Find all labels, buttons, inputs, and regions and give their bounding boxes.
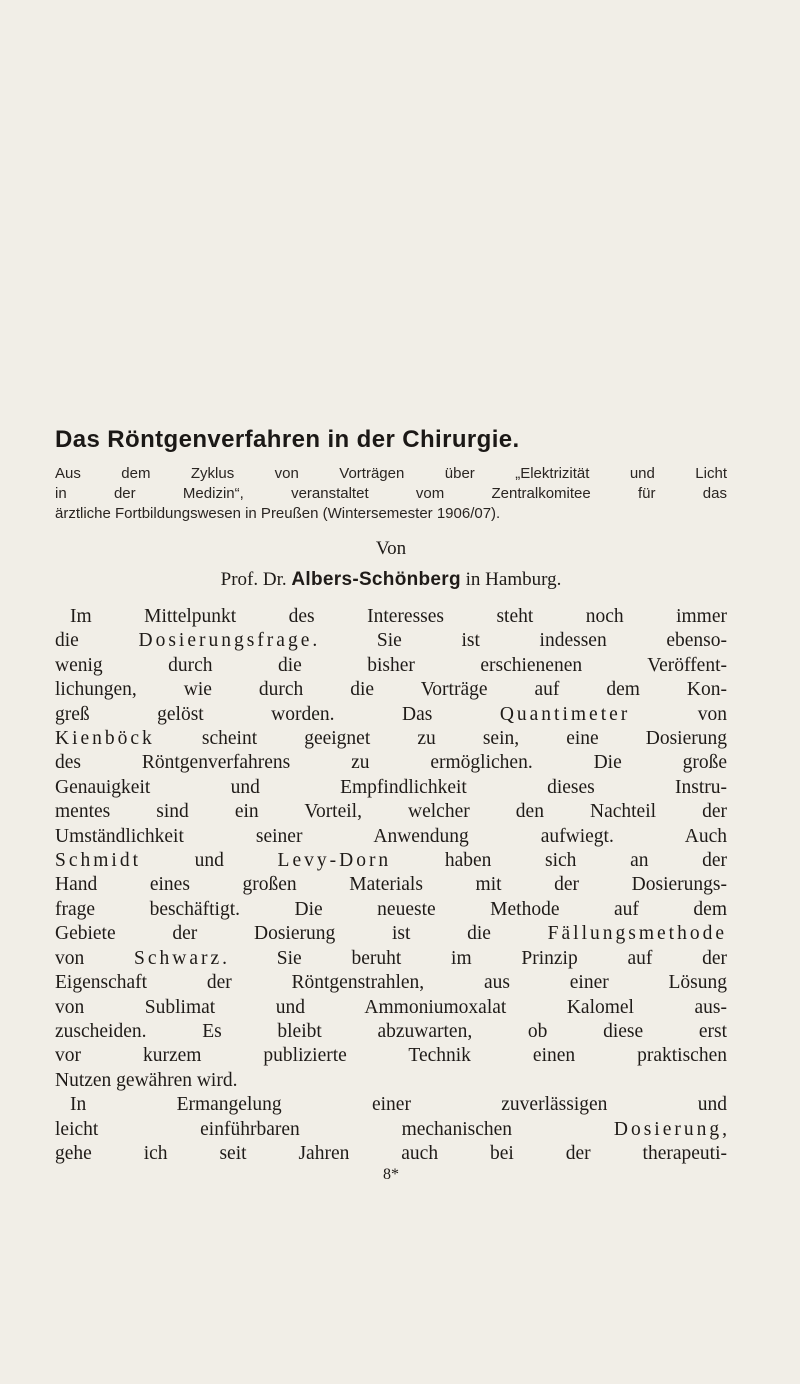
body-line	[55, 629, 727, 653]
body-line	[55, 1044, 727, 1068]
body-text-run: vor kurzem publizierte Technik einen praktischen	[55, 1045, 727, 1067]
body-text	[55, 605, 727, 1166]
body-line	[55, 678, 727, 702]
emphasized-name: Kienböck	[55, 728, 155, 750]
body-text-run: ,	[722, 1118, 727, 1140]
author-name: Albers-Schönberg	[291, 569, 461, 590]
body-text-run: Gebiete der Dosierung ist die	[55, 923, 548, 945]
body-line	[55, 922, 727, 946]
article-subtitle	[55, 464, 727, 524]
body-line	[55, 605, 727, 629]
body-text-run: Im Mittelpunkt des Interesses steht noch immer	[70, 606, 727, 627]
body-text-run: mentes sind ein Vorteil, welcher den Nachteil der	[55, 801, 727, 823]
body-line	[55, 971, 727, 995]
author-location: in Hamburg.	[465, 569, 562, 590]
body-text-run: zuscheiden. Es bleibt abzuwarten, ob diese erst	[55, 1020, 727, 1042]
subtitle-line: Aus dem Zyklus von Vorträgen über „Elektrizität und Licht	[55, 465, 727, 482]
body-line	[55, 751, 727, 775]
subtitle-line: ärztliche Fortbildungswesen in Preußen (Wintersemester 1906/07).	[55, 505, 501, 522]
body-text-run: leicht einführbaren mechanischen	[55, 1118, 614, 1140]
subtitle-line: in der Medizin“, veranstaltet vom Zentralkomitee für das	[55, 485, 727, 502]
body-line	[55, 849, 727, 873]
emphasized-name: Schwarz	[134, 947, 223, 969]
body-text-run: haben sich an der	[391, 850, 728, 872]
body-text-run: wenig durch die bisher erschienenen Veröffent-	[55, 654, 727, 676]
page-number: 8*	[383, 1166, 399, 1184]
emphasized-name: Levy-Dorn	[277, 850, 392, 872]
page-content	[55, 426, 727, 1184]
body-line	[55, 1069, 727, 1093]
article-title: Das Röntgenverfahren in der Chirurgie.	[55, 426, 520, 453]
body-text-run: und	[141, 850, 278, 872]
body-text-run: Genauigkeit und Empfindlichkeit dieses Instru-	[55, 776, 727, 798]
emphasized-name: Schmidt	[55, 850, 142, 872]
emphasized-name: Dosierungsfrage	[138, 630, 313, 652]
author-prefix: Prof. Dr.	[220, 569, 287, 590]
byline-von: Von	[375, 538, 407, 559]
body-text-run: Eigenschaft der Röntgenstrahlen, aus einer Lösung	[55, 972, 727, 994]
emphasized-name: Fällungsmethode	[547, 923, 727, 945]
body-text-run: des Röntgenverfahrens zu ermöglichen. Die große	[55, 752, 727, 774]
body-text-run: die	[55, 630, 139, 652]
body-text-run: Umständlichkeit seiner Anwendung aufwiegt. Auch	[55, 825, 727, 847]
emphasized-name: Quantimeter	[499, 703, 631, 725]
body-text-run: Hand eines großen Materials mit der Dosierungs-	[55, 874, 727, 896]
body-line	[55, 825, 727, 849]
body-text-run: gehe ich seit Jahren auch bei der therapeuti-	[55, 1142, 727, 1164]
body-text-run: Nutzen gewähren wird.	[55, 1069, 238, 1091]
body-line	[55, 1118, 727, 1142]
body-text-run: In Ermangelung einer zuverlässigen und	[70, 1094, 727, 1116]
body-text-run: scheint geeignet zu sein, eine Dosierung	[154, 728, 727, 750]
body-line	[55, 654, 727, 678]
body-text-run: . Sie beruht im Prinzip auf der	[222, 947, 728, 969]
body-line	[55, 898, 727, 922]
body-text-run: frage beschäftigt. Die neueste Methode auf dem	[55, 898, 727, 920]
body-text-run: greß gelöst worden. Das	[55, 703, 500, 725]
body-line	[55, 1020, 727, 1044]
body-line	[55, 703, 727, 727]
body-line	[55, 800, 727, 824]
body-text-run: von	[55, 947, 135, 969]
body-text-run: lichungen, wie durch die Vorträge auf dem Kon-	[55, 679, 727, 701]
author-line	[55, 569, 727, 591]
body-text-run: . Sie ist indessen ebenso-	[312, 630, 727, 652]
body-line	[55, 947, 727, 971]
body-line	[55, 727, 727, 751]
body-line	[55, 996, 727, 1020]
body-line	[55, 776, 727, 800]
body-text-run: von	[630, 703, 728, 725]
body-line	[55, 1093, 727, 1117]
emphasized-name: Dosierung	[613, 1118, 723, 1140]
body-line	[55, 1142, 727, 1166]
body-text-run: von Sublimat und Ammoniumoxalat Kalomel aus-	[55, 996, 727, 1018]
body-line	[55, 873, 727, 897]
